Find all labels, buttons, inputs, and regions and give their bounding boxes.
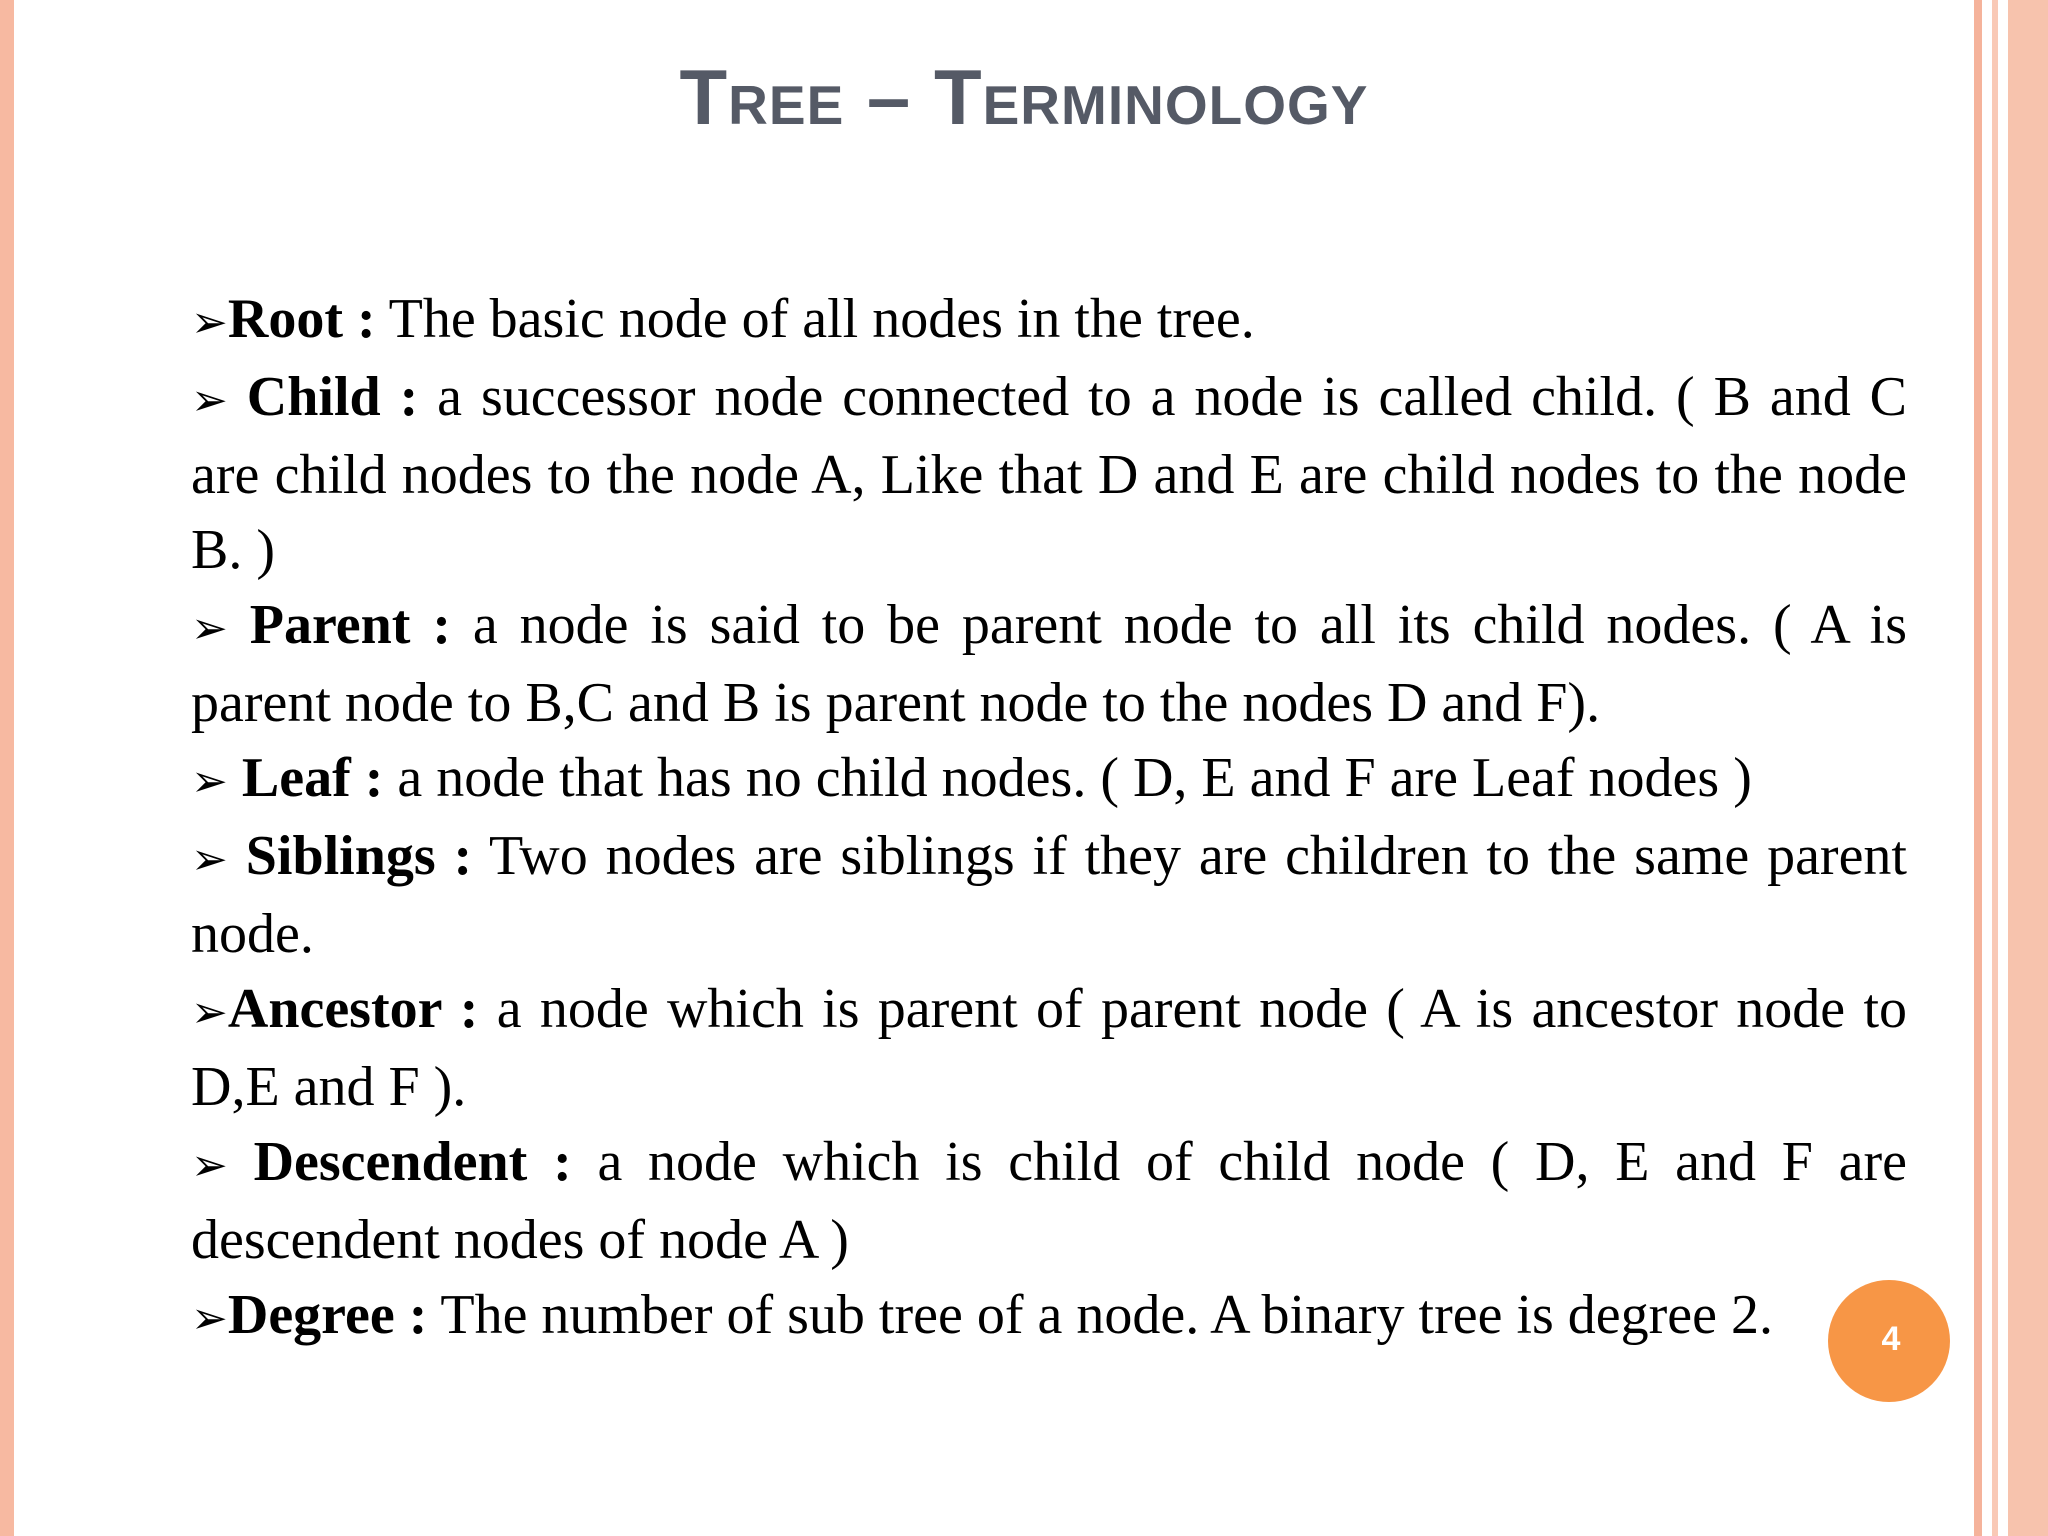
term-label: Descendent : bbox=[253, 1131, 572, 1193]
term-label: Ancestor : bbox=[227, 978, 479, 1040]
term-definition: The basic node of all nodes in the tree. bbox=[375, 288, 1255, 350]
page-number: 4 bbox=[1881, 1319, 1901, 1358]
arrow-bullet-icon: ➢ bbox=[191, 603, 250, 654]
term-definition: a node is said to be parent node to all its child nodes. ( A is parent node to B,C and B is parent node to the nodes D and F). bbox=[191, 594, 1908, 734]
term-definition: a node that has no child nodes. ( D, E and F are Leaf nodes ) bbox=[383, 747, 1752, 809]
definition-list bbox=[191, 282, 1907, 1356]
term-label: Child : bbox=[246, 366, 419, 428]
term-label: Root : bbox=[227, 288, 376, 350]
arrow-bullet-icon: ➢ bbox=[191, 987, 228, 1038]
right-border-decoration bbox=[1968, 0, 2048, 1536]
definition-item-child bbox=[191, 360, 1907, 588]
term-label: Leaf : bbox=[241, 747, 384, 809]
term-definition: a node which is parent of parent node ( A is ancestor node to D,E and F ). bbox=[191, 978, 1908, 1118]
term-definition: Two nodes are siblings if they are children to the same parent node. bbox=[191, 825, 1907, 965]
arrow-bullet-icon: ➢ bbox=[191, 297, 228, 348]
definition-item-degree bbox=[191, 1278, 1907, 1356]
right-stripe bbox=[2008, 0, 2048, 1536]
term-definition: a successor node connected to a node is called child. ( B and C are child nodes to the node A, Like that D and E are child nodes to the node B. ) bbox=[191, 366, 1908, 581]
page-number-badge bbox=[1828, 1280, 1950, 1402]
slide-title: Tree – Terminology bbox=[679, 53, 1369, 141]
definition-item-leaf bbox=[191, 741, 1907, 819]
right-stripe bbox=[1974, 0, 1982, 1536]
term-label: Siblings : bbox=[245, 825, 473, 887]
right-stripe bbox=[1992, 0, 1998, 1536]
left-border-decoration bbox=[0, 0, 14, 1536]
term-definition: The number of sub tree of a node. A binary tree is degree 2. bbox=[427, 1284, 1774, 1346]
arrow-bullet-icon: ➢ bbox=[191, 756, 242, 807]
definition-item-ancestor bbox=[191, 972, 1907, 1125]
definition-item-descendent bbox=[191, 1125, 1907, 1278]
definition-item-siblings bbox=[191, 819, 1907, 972]
term-label: Parent : bbox=[249, 594, 451, 656]
definition-item-root bbox=[191, 282, 1907, 360]
term-definition: a node which is child of child node ( D, E and F are descendent nodes of node A ) bbox=[191, 1131, 1907, 1271]
arrow-bullet-icon: ➢ bbox=[191, 834, 246, 885]
term-label: Degree : bbox=[227, 1284, 428, 1346]
definition-item-parent bbox=[191, 588, 1907, 741]
arrow-bullet-icon: ➢ bbox=[191, 1140, 254, 1191]
arrow-bullet-icon: ➢ bbox=[191, 375, 247, 426]
arrow-bullet-icon: ➢ bbox=[191, 1293, 228, 1344]
